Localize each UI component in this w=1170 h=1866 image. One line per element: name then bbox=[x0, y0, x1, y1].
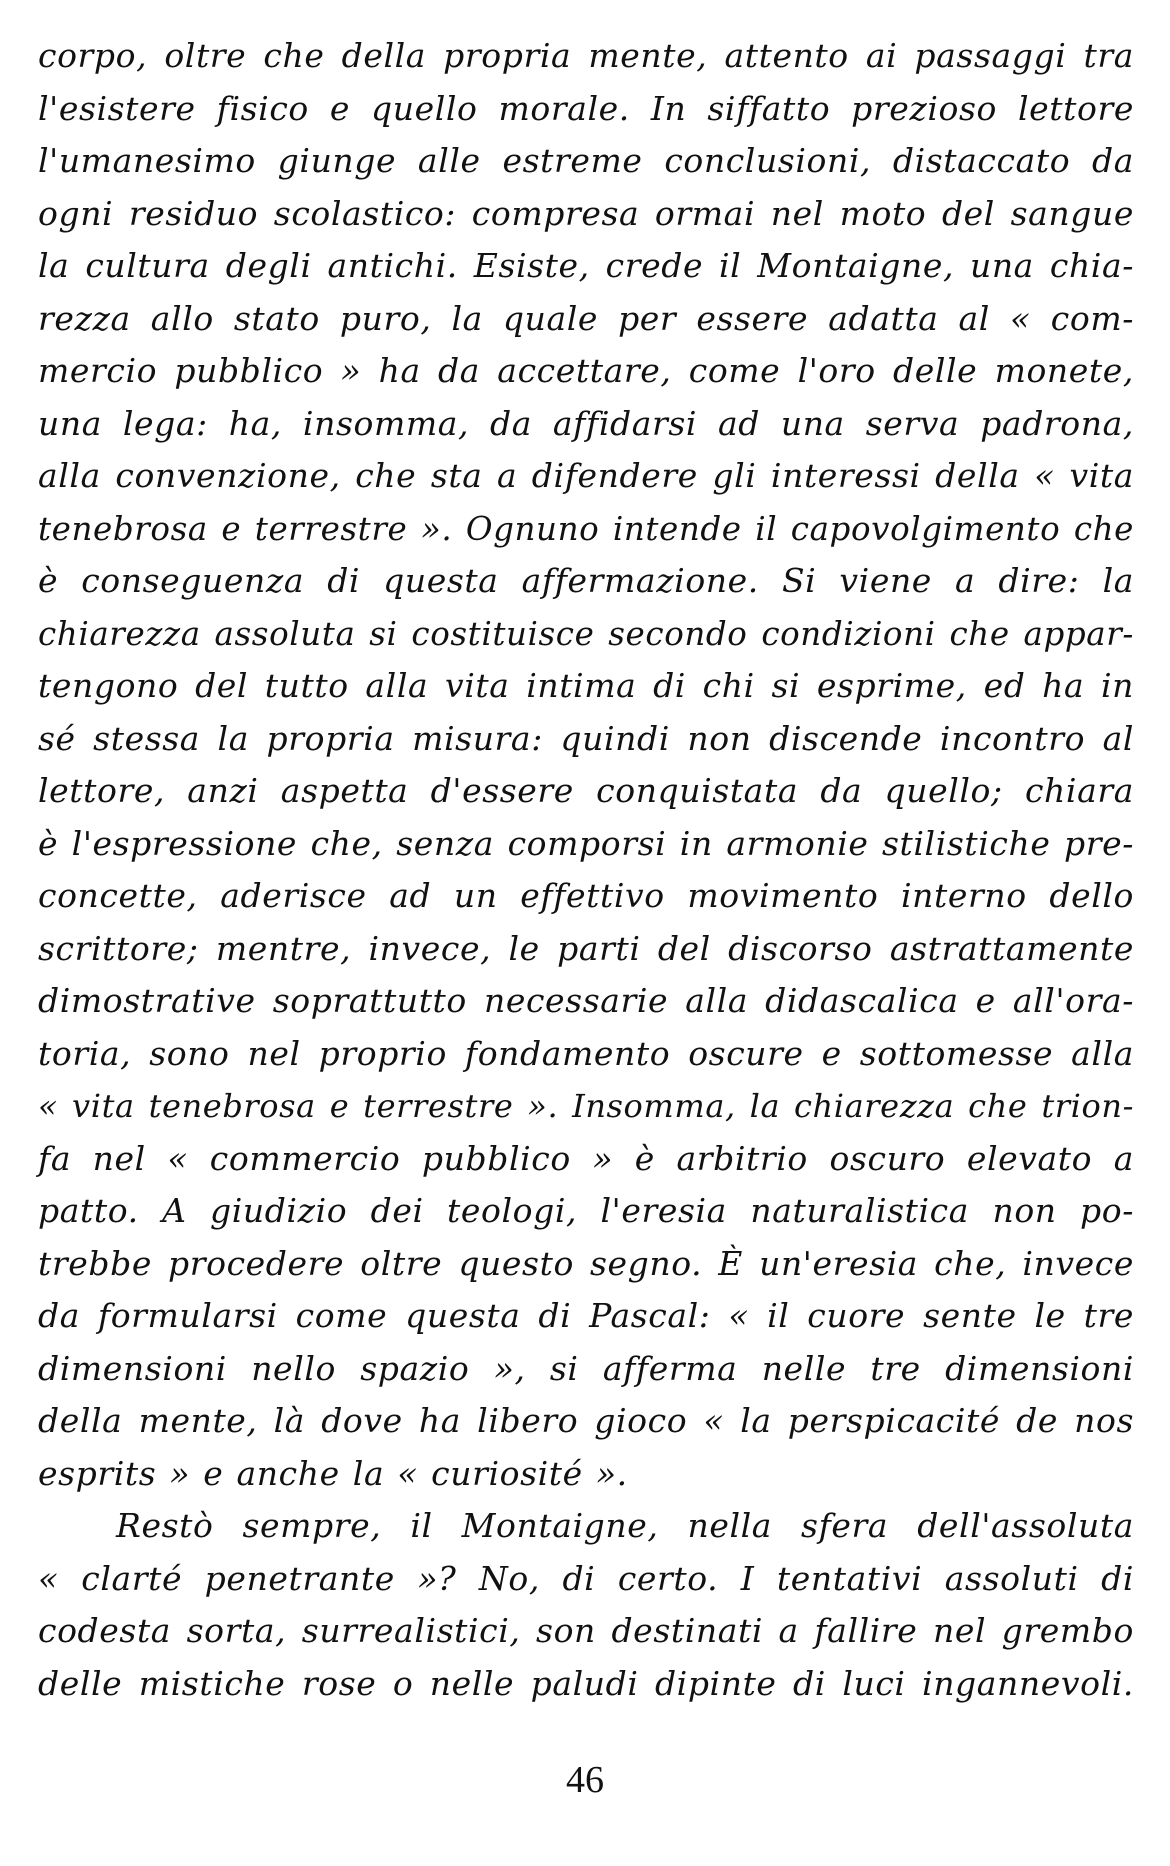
text-line: esprits » e anche la « curiosité ». bbox=[38, 1453, 628, 1493]
text-line: rezza allo stato puro, la quale per essere adatta al « com- bbox=[38, 298, 1134, 338]
text-line: è l'espressione che, senza comporsi in armonie stilistiche pre- bbox=[38, 823, 1134, 863]
text-line: alla convenzione, che sta a difendere gli interessi della « vita bbox=[38, 456, 1134, 495]
text-line: tenebrosa e terrestre ». Ognuno intende il capovolgimento che bbox=[38, 509, 1134, 548]
text-line: patto. A giudizio dei teologi, l'eresia naturalistica non po- bbox=[38, 1191, 1134, 1230]
text-line: tengono del tutto alla vita intima di chi si esprime, ed ha in bbox=[38, 666, 1134, 705]
text-line: toria, sono nel proprio fondamento oscure e sottomesse alla bbox=[38, 1033, 1134, 1073]
text-line: mercio pubblico » ha da accettare, come l'oro delle monete, bbox=[38, 351, 1134, 390]
text-line: lettore, anzi aspetta d'essere conquistata da quello; chiara bbox=[38, 771, 1134, 810]
text-line: concette, aderisce ad un effettivo movimento interno dello bbox=[38, 876, 1134, 915]
text-line: sé stessa la propria misura: quindi non discende incontro al bbox=[38, 718, 1134, 758]
text-line: fa nel « commercio pubblico » è arbitrio oscuro elevato a bbox=[38, 1138, 1134, 1178]
text-line: Restò sempre, il Montaigne, nella sfera dell'assoluta bbox=[116, 1506, 1134, 1545]
text-line: dimostrative soprattutto necessarie alla didascalica e all'ora- bbox=[38, 981, 1134, 1020]
text-line: una lega: ha, insomma, da affidarsi ad una serva padrona, bbox=[38, 403, 1134, 443]
text-line: dimensioni nello spazio », si afferma nelle tre dimensioni bbox=[38, 1348, 1134, 1388]
text-line: l'umanesimo giunge alle estreme conclusioni, distaccato da bbox=[38, 141, 1134, 180]
text-line: della mente, là dove ha libero gioco « la perspicacité de nos bbox=[38, 1401, 1134, 1440]
text-line: l'esistere fisico e quello morale. In siffatto prezioso lettore bbox=[38, 88, 1134, 128]
text-line: chiarezza assoluta si costituisce secondo condizioni che appar- bbox=[38, 614, 1134, 653]
text-line: la cultura degli antichi. Esiste, crede il Montaigne, una chia- bbox=[38, 246, 1134, 285]
text-line: delle mistiche rose o nelle paludi dipinte di luci ingannevoli. bbox=[38, 1663, 1134, 1703]
text-line: codesta sorta, surrealistici, son destinati a fallire nel grembo bbox=[38, 1611, 1134, 1650]
text-line: ogni residuo scolastico: compresa ormai nel moto del sangue bbox=[38, 193, 1134, 233]
text-line: « clarté penetrante »? No, di certo. I tentativi assoluti di bbox=[38, 1558, 1134, 1598]
page-number: 46 bbox=[566, 1759, 604, 1801]
text-line: « vita tenebrosa e terrestre ». Insomma, la chiarezza che trion- bbox=[38, 1087, 1134, 1125]
text-line: è conseguenza di questa affermazione. Si viene a dire: la bbox=[38, 561, 1134, 600]
text-line: trebbe procedere oltre questo segno. È un'eresia che, invece bbox=[38, 1243, 1134, 1283]
text-line: scrittore; mentre, invece, le parti del discorso astrattamente bbox=[38, 928, 1134, 968]
paragraph-1 bbox=[38, 30, 1134, 1500]
paragraph-2 bbox=[38, 1500, 1134, 1710]
text-line: da formularsi come questa di Pascal: « il cuore sente le tre bbox=[38, 1296, 1134, 1335]
body-text bbox=[38, 30, 1134, 1710]
text-line: corpo, oltre che della propria mente, attento ai passaggi tra bbox=[38, 36, 1134, 75]
